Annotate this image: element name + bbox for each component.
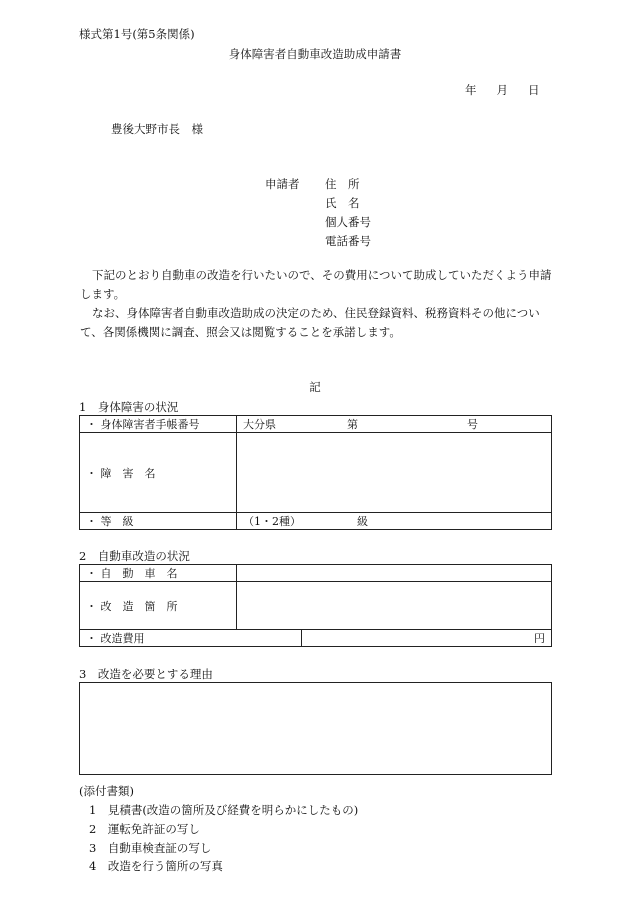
applicant-fields: [325, 177, 371, 253]
handbook-go: 号: [467, 418, 478, 431]
section2-heading: 2 自動車改造の状況: [79, 549, 190, 563]
handbook-dai: 第: [347, 418, 358, 431]
reason-field[interactable]: [79, 682, 552, 775]
cost-unit: 円: [534, 632, 545, 645]
grade-field[interactable]: [237, 513, 552, 530]
disability-table: [79, 415, 552, 530]
cost-label: ・ 改造費用: [80, 630, 302, 647]
grade-unit: 級: [357, 515, 368, 528]
handbook-row: [80, 416, 552, 433]
paragraph-request: 下記のとおり自動車の改造を行いたいので、その費用について助成していただくよう申請します。: [80, 268, 552, 301]
attachment-item: 1 見積書(改造の箇所及び経費を明らかにしたもの): [89, 803, 359, 817]
paragraph-consent: なお、身体障害者自動車改造助成の決定のため、住民登録資料、税務資料その他について、各関係機関に調査、照会又は閲覧することを承諾します。: [80, 306, 540, 339]
attachment-item: 4 改造を行う箇所の写真: [89, 859, 223, 873]
date-day: 日: [528, 83, 540, 97]
modification-table: [79, 564, 552, 647]
parts-field[interactable]: [237, 582, 552, 630]
attachment-item: 2 運転免許証の写し: [89, 822, 200, 836]
grade-label: ・ 等 級: [80, 513, 237, 530]
car-label: ・ 自 動 車 名: [80, 565, 237, 582]
cost-field[interactable]: [302, 630, 552, 647]
disability-name-row: [80, 433, 552, 513]
cost-row: [80, 630, 552, 647]
grade-type: （1・2種）: [243, 515, 301, 528]
document-title: 身体障害者自動車改造助成申請書: [228, 47, 402, 61]
applicant-phone-label: 電話番号: [325, 234, 371, 248]
date-year: 年: [465, 83, 477, 97]
section3-heading: 3 改造を必要とする理由: [79, 667, 213, 681]
attachment-item: 3 自動車検査証の写し: [89, 841, 212, 855]
grade-row: [80, 513, 552, 530]
disability-name-field[interactable]: [237, 433, 552, 513]
handbook-prefecture: 大分県: [243, 418, 276, 431]
applicant-address-label: 住 所: [325, 177, 360, 191]
handbook-number-field[interactable]: [237, 416, 552, 433]
car-row: [80, 565, 552, 582]
form-number: 様式第1号(第5条関係): [79, 27, 195, 41]
applicant-label: 申請者: [265, 177, 300, 191]
applicant-name-label: 氏 名: [325, 196, 360, 210]
date-month: 月: [496, 83, 508, 97]
date-line: [465, 83, 540, 97]
ki-heading: 記: [309, 380, 321, 394]
car-field[interactable]: [237, 565, 552, 582]
attachments-heading: (添付書類): [79, 784, 134, 798]
handbook-label: ・ 身体障害者手帳番号: [80, 416, 237, 433]
disability-name-label: ・ 障 害 名: [80, 433, 237, 513]
parts-row: [80, 582, 552, 630]
addressee: 豊後大野市長 様: [111, 122, 203, 136]
parts-label: ・ 改 造 箇 所: [80, 582, 237, 630]
applicant-id-label: 個人番号: [325, 215, 371, 229]
section1-heading: 1 身体障害の状況: [79, 400, 179, 414]
